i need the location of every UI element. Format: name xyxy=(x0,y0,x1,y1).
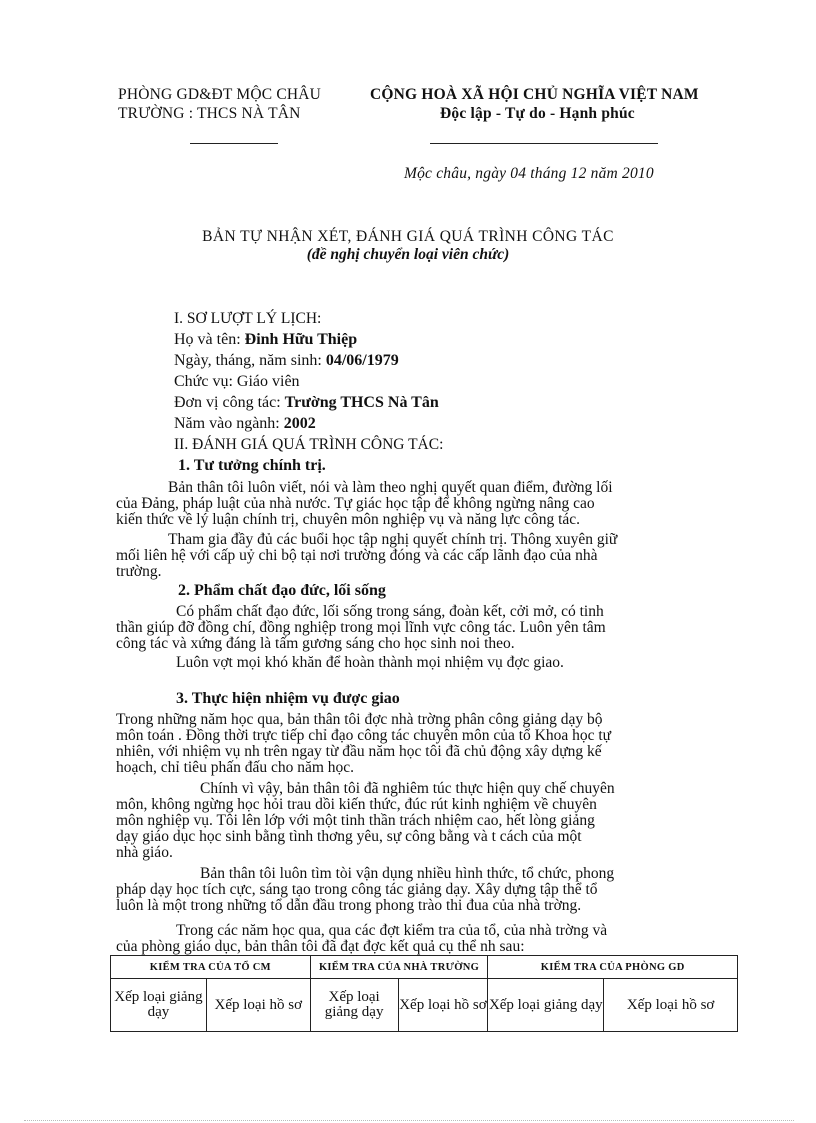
text-line: công tác và xứng đáng là tấm gương sáng cho học sinh noi theo. xyxy=(116,635,515,652)
text-line: Bản thân tôi luôn tìm tòi vận dụng nhiều hình thức, tổ chức, phong xyxy=(200,865,615,882)
dob-label: Ngày, tháng, năm sinh: xyxy=(174,352,326,369)
text-line: của Đảng, pháp luật của nhà nước. Tự giác học tập để không ngừng nâng cao xyxy=(116,495,595,512)
subsection-3-paragraph-2 xyxy=(116,781,740,861)
text-line: Tham gia đầy đủ các buổi học tập nghị quyết chính trị. Thông xuyên giữ xyxy=(168,531,618,548)
subsection-3-paragraph-4 xyxy=(116,923,740,955)
unit-row xyxy=(174,394,439,412)
text-line: Trong các năm học qua, qua các đợt kiểm tra của tổ, của nhà trờng và xyxy=(176,922,608,939)
text-line: kiến thức về lý luận chính trị, chuyên môn nghiệp vụ và năng lực công tác. xyxy=(116,511,581,528)
table-cell: Xếp loại giảng dạy xyxy=(310,979,398,1032)
subsection-3-paragraph-3 xyxy=(116,866,740,914)
right-header-rule xyxy=(430,143,658,144)
subsection-3-paragraph-1 xyxy=(116,712,740,776)
section-2-heading: II. ĐÁNH GIÁ QUÁ TRÌNH CÔNG TÁC: xyxy=(174,436,444,453)
table-cell: Xếp loại hồ sơ xyxy=(604,979,738,1032)
subsection-1-heading: 1. Tư tưởng chính trị. xyxy=(178,457,326,474)
subsection-1-paragraph-1 xyxy=(116,480,736,528)
school-name: TRƯỜNG : THCS NÀ TÂN xyxy=(118,105,301,122)
page-bottom-dotted-line xyxy=(24,1120,794,1121)
header-office-inspection: KIỂM TRA CỦA PHÒNG GD xyxy=(488,956,738,979)
text-line: nhiên, với nhiệm vụ nh trên ngay từ đầu năm học tôi đã chủ động xây dựng kế xyxy=(116,743,602,760)
year-row xyxy=(174,415,316,433)
national-motto: Độc lập - Tự do - Hạnh phúc xyxy=(440,105,635,122)
text-line: Trong những năm học qua, bản thân tôi đợc nhà trờng phân công giảng dạy bộ xyxy=(116,711,603,728)
text-line: môn, không ngừng học hỏi trau dồi kiến thức, đúc rút kinh nghiệm về chuyên xyxy=(116,796,597,813)
subsection-2-paragraph-2: Luôn vợt mọi khó khăn để hoàn thành mọi nhiệm vụ đợc giao. xyxy=(176,654,564,671)
subsection-3-heading: 3. Thực hiện nhiệm vụ được giao xyxy=(176,690,400,707)
unit-value: Trường THCS Nà Tân xyxy=(284,394,439,411)
text-line: nhà giáo. xyxy=(116,844,173,861)
text-line: trường. xyxy=(116,563,162,580)
subsection-2-heading: 2. Phẩm chất đạo đức, lối sống xyxy=(178,582,386,599)
year-value: 2002 xyxy=(283,415,316,432)
unit-label: Đơn vị công tác: xyxy=(174,394,285,411)
department-name: PHÒNG GD&ĐT MỘC CHÂU xyxy=(118,86,322,103)
subsection-2-paragraph-1 xyxy=(116,604,736,652)
text-line: Có phẩm chất đạo đức, lối sống trong sáng, đoàn kết, cởi mở, có tinh xyxy=(176,603,604,620)
table-cell: Xếp loại hồ sơ xyxy=(398,979,488,1032)
table-cell: Xếp loại giảng dạy xyxy=(488,979,604,1032)
position-row: Chức vụ: Giáo viên xyxy=(174,373,300,390)
full-name-label: Họ và tên: xyxy=(174,331,245,348)
full-name-row xyxy=(174,331,357,349)
subsection-1-paragraph-2 xyxy=(116,532,736,580)
text-line: của phòng giáo dục, bản thân tôi đã đạt đợc kết quả cụ thể nh sau: xyxy=(116,938,525,955)
text-line: dạy giáo dục học sinh bằng tình thơng yêu, sự công bằng và t cách của một xyxy=(116,828,582,845)
full-name-value: Đinh Hữu Thiệp xyxy=(244,331,358,348)
country-name: CỘNG HOÀ XÃ HỘI CHỦ NGHĨA VIỆT NAM xyxy=(370,86,699,103)
document-subtitle: (đề nghị chuyển loại viên chức) xyxy=(306,246,510,263)
text-line: Chính vì vậy, bản thân tôi đã nghiêm túc thực hiện quy chế chuyên xyxy=(200,780,615,797)
document-date: Mộc châu, ngày 04 tháng 12 năm 2010 xyxy=(404,165,654,182)
text-line: mối liên hệ với cấp uỷ chi bộ tại nơi trường đóng và các cấp lãnh đạo của nhà xyxy=(116,547,598,564)
text-line: thần giúp đỡ đồng chí, đồng nghiệp trong mọi lĩnh vực công tác. Luôn yên tâm xyxy=(116,619,606,636)
document-title: BẢN TỰ NHẬN XÉT, ĐÁNH GIÁ QUÁ TRÌNH CÔNG TÁC xyxy=(202,228,614,245)
text-line: pháp dạy học tích cực, sáng tạo trong công tác giảng dạy. Xây dựng tập thể tổ xyxy=(116,881,598,898)
dob-value: 04/06/1979 xyxy=(325,352,399,369)
inspection-results-table xyxy=(110,955,738,1032)
text-line: môn nghiệp vụ. Tôi lên lớp với một tinh thần trách nhiệm cao, hết lòng giảng xyxy=(116,812,595,829)
table-cell: Xếp loại giảng dạy xyxy=(111,979,207,1032)
header-department-inspection: KIỂM TRA CỦA TỔ CM xyxy=(111,956,311,979)
dob-row xyxy=(174,352,399,370)
year-label: Năm vào ngành: xyxy=(174,415,284,432)
section-1-heading: I. SƠ LƯỢT LÝ LỊCH: xyxy=(174,310,322,327)
left-header-rule xyxy=(190,143,278,144)
header-school-inspection: KIỂM TRA CỦA NHÀ TRƯỜNG xyxy=(310,956,488,979)
text-line: luôn là một trong những tổ dẫn đầu trong phong trào thi đua của nhà trờng. xyxy=(116,897,582,914)
text-line: hoạch, chỉ tiêu phấn đấu cho năm học. xyxy=(116,759,355,776)
table-cell: Xếp loại hồ sơ xyxy=(206,979,310,1032)
text-line: Bản thân tôi luôn viết, nói và làm theo nghị quyết quan điểm, đường lối xyxy=(168,479,613,496)
text-line: môn toán . Đồng thời trực tiếp chỉ đạo công tác chuyên môn của tổ Khoa học tự xyxy=(116,727,612,744)
